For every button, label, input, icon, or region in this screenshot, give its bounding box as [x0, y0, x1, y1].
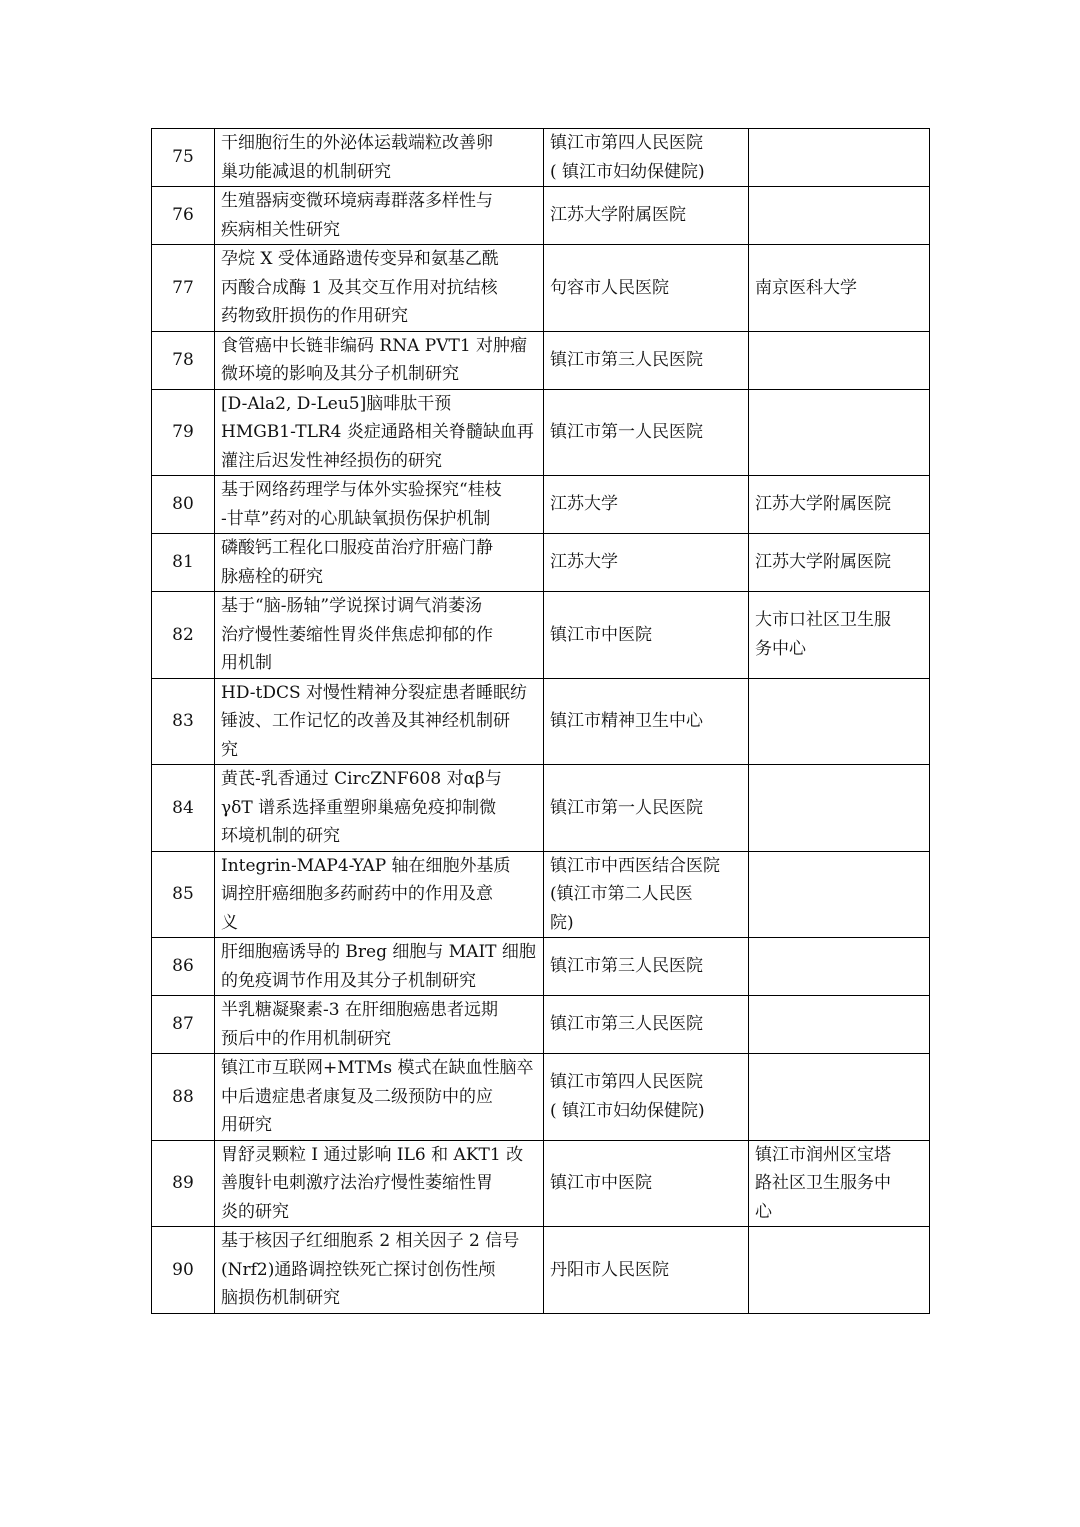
project-title: [D-Ala2, D-Leu5]脑啡肽干预 HMGB1-TLR4 炎症通路相关脊髓缺血再 灌注后迟发性神经损伤的研究: [221, 393, 534, 471]
table-row: [152, 996, 930, 1054]
project-title: Integrin-MAP4-YAP 轴在细胞外基质 调控肝癌细胞多药耐药中的作用及意 义: [221, 855, 511, 933]
table-row: [152, 245, 930, 332]
project-title: 食管癌中长链非编码 RNA PVT1 对肿瘤 微环境的影响及其分子机制研究: [221, 335, 528, 384]
lead-institution: 江苏大学: [550, 494, 618, 515]
lead-institution: 镇江市中医院: [550, 624, 652, 645]
row-number: 88: [152, 1054, 215, 1141]
table-row: [152, 938, 930, 996]
lead-institution: 镇江市第三人民医院: [550, 349, 703, 370]
lead-institution: 江苏大学: [550, 552, 618, 573]
table-row: [152, 765, 930, 852]
table-row: [152, 851, 930, 938]
lead-institution: 江苏大学附属医院: [550, 205, 686, 226]
project-title: 基于网络药理学与体外实验探究“桂枝 -甘草”药对的心肌缺氧损伤保护机制: [221, 480, 502, 529]
project-title: 黄芪-乳香通过 CircZNF608 对αβ与 γδT 谱系选择重塑卵巢癌免疫抑制微 环境机制的研究: [221, 769, 502, 846]
table-row: [152, 1140, 930, 1227]
table-row: [152, 331, 930, 389]
row-number: 79: [152, 389, 215, 476]
lead-institution: 句容市人民医院: [550, 277, 669, 298]
project-title: 肝细胞癌诱导的 Breg 细胞与 MAIT 细胞 的免疫调节作用及其分子机制研究: [221, 942, 536, 991]
lead-institution: 镇江市第四人民医院 ( 镇江市妇幼保健院): [550, 1072, 705, 1121]
row-number: 75: [152, 129, 215, 187]
lead-institution: 镇江市第一人民医院: [550, 422, 703, 442]
row-number: 90: [152, 1227, 215, 1314]
table-row: [152, 592, 930, 679]
lead-institution: 镇江市第一人民医院: [550, 797, 703, 818]
row-number: 77: [152, 245, 215, 332]
project-title: 半乳糖凝聚素-3 在肝细胞癌患者远期 预后中的作用机制研究: [221, 1000, 498, 1049]
row-number: 76: [152, 187, 215, 245]
row-number: 89: [152, 1140, 215, 1227]
table-row: [152, 476, 930, 534]
project-title: 磷酸钙工程化口服疫苗治疗肝癌门静 脉癌栓的研究: [221, 538, 493, 587]
partner-institution: 南京医科大学: [755, 277, 857, 298]
table-row: [152, 129, 930, 187]
table-row: [152, 534, 930, 592]
project-title: 胃舒灵颗粒 I 通过影响 IL6 和 AKT1 改 善腹针电刺激疗法治疗慢性萎缩性胃 炎的研究: [221, 1144, 524, 1222]
lead-institution: 镇江市第三人民医院: [550, 1014, 703, 1035]
project-title: 镇江市互联网+MTMs 模式在缺血性脑卒 中后遗症患者康复及二级预防中的应 用研究: [221, 1058, 534, 1135]
lead-institution: 镇江市中医院: [550, 1173, 652, 1193]
row-number: 87: [152, 996, 215, 1054]
row-number: 83: [152, 678, 215, 765]
row-number: 84: [152, 765, 215, 852]
row-number: 80: [152, 476, 215, 534]
project-table-body: [152, 129, 930, 1314]
row-number: 85: [152, 851, 215, 938]
project-title: 孕烷 X 受体通路遗传变异和氨基乙酰 丙酸合成酶 1 及其交互作用对抗结核 药物致肝损伤的作用研究: [221, 249, 499, 326]
lead-institution: 丹阳市人民医院: [550, 1259, 669, 1280]
project-table: [151, 128, 930, 1314]
row-number: 86: [152, 938, 215, 996]
project-title: 基于核因子红细胞系 2 相关因子 2 信号 (Nrf2)通路调控铁死亡探讨创伤性颅 脑损伤机制研究: [221, 1231, 520, 1308]
partner-institution: 江苏大学附属医院: [755, 494, 891, 515]
partner-institution: 江苏大学附属医院: [755, 552, 891, 573]
project-title: HD-tDCS 对慢性精神分裂症患者睡眠纺 锤波、工作记忆的改善及其神经机制研 究: [221, 682, 528, 760]
lead-institution: 镇江市第四人民医院 ( 镇江市妇幼保健院): [550, 133, 705, 182]
table-row: [152, 1227, 930, 1314]
row-number: 82: [152, 592, 215, 679]
row-number: 78: [152, 331, 215, 389]
partner-institution: 镇江市润州区宝塔 路社区卫生服务中 心: [755, 1144, 891, 1222]
row-number: 81: [152, 534, 215, 592]
project-title: 干细胞衍生的外泌体运载端粒改善卵 巢功能减退的机制研究: [221, 133, 493, 182]
lead-institution: 镇江市第三人民医院: [550, 956, 703, 977]
partner-institution: 大市口社区卫生服 务中心: [755, 610, 891, 659]
project-title: 生殖器病变微环境病毒群落多样性与 疾病相关性研究: [221, 191, 493, 240]
project-title: 基于“脑-肠轴”学说探讨调气消萎汤 治疗慢性萎缩性胃炎伴焦虑抑郁的作 用机制: [221, 596, 493, 673]
table-row: [152, 678, 930, 765]
table-row: [152, 389, 930, 476]
lead-institution: 镇江市中西医结合医院 (镇江市第二人民医 院): [550, 855, 720, 933]
lead-institution: 镇江市精神卫生中心: [550, 711, 703, 731]
table-row: [152, 187, 930, 245]
table-row: [152, 1054, 930, 1141]
